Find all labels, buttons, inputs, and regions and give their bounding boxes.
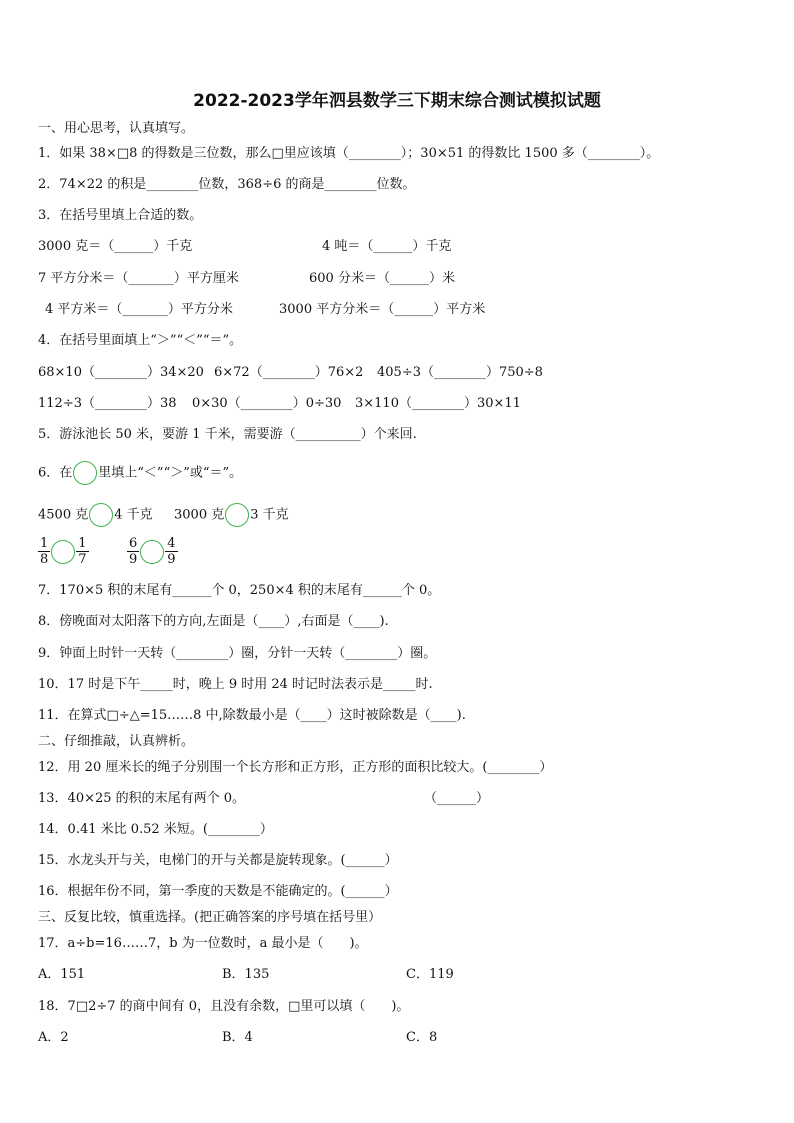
q4-item-2a: 112÷3（________）38 bbox=[38, 396, 177, 411]
question-13: 13．40×25 的积的末尾有两个 0。 bbox=[38, 791, 246, 806]
section-3-heading: 三、反复比较，慎重选择。(把正确答案的序号填在括号里） bbox=[38, 910, 382, 925]
question-18: 18．7□2÷7 的商中间有 0，且没有余数，□里可以填（ )。 bbox=[38, 999, 410, 1014]
q3-item-3a: 4 平方米＝（_______）平方分米 bbox=[45, 302, 233, 317]
compare-circle[interactable] bbox=[51, 540, 75, 564]
question-5: 5．游泳池长 50 米，要游 1 千米，需要游（__________）个来回. bbox=[38, 427, 417, 442]
compare-circle[interactable] bbox=[225, 503, 249, 527]
question-10: 10．17 时是下午_____时，晚上 9 时用 24 时记时法表示是_____时. bbox=[38, 677, 433, 692]
question-9: 9．钟面上时针一天转（________）圈，分针一天转（________）圈。 bbox=[38, 646, 437, 661]
page-title: 2022-2023学年泗县数学三下期末综合测试模拟试题 bbox=[193, 91, 601, 111]
q6-fraction-compare-2 bbox=[127, 536, 178, 567]
section-1-heading: 一、用心思考，认真填写。 bbox=[38, 121, 195, 136]
fraction: 6 9 bbox=[129, 536, 138, 567]
question-17: 17．a÷b=16……7，b 为一位数时，a 最小是（ )。 bbox=[38, 936, 368, 951]
q17-option-a: A．151 bbox=[38, 967, 86, 982]
compare-circle[interactable] bbox=[73, 461, 97, 485]
q6-item-2 bbox=[174, 503, 289, 527]
q4-item-1b: 6×72（________）76×2 bbox=[214, 365, 364, 380]
question-11: 11．在算式□÷△=15……8 中,除数最小是（____）这时被除数是（____). bbox=[38, 708, 466, 723]
question-4: 4．在括号里面填上“＞”“＜”“＝”。 bbox=[38, 333, 243, 348]
question-14: 14．0.41 米比 0.52 米短。(________） bbox=[38, 822, 273, 837]
question-12: 12．用 20 厘米长的绳子分别围一个长方形和正方形，正方形的面积比较大。(________） bbox=[38, 760, 553, 775]
question-1: 1．如果 38×□8 的得数是三位数，那么□里应该填（________）；30×51 的得数比 1500 多（________）。 bbox=[38, 146, 660, 161]
q18-option-c: C．8 bbox=[406, 1030, 438, 1045]
q6-item-1 bbox=[38, 503, 153, 527]
q6-item-1-right: 4 千克 bbox=[114, 507, 153, 523]
q17-option-c: C．119 bbox=[406, 967, 454, 982]
q3-item-1b: 4 吨＝（______）千克 bbox=[322, 239, 452, 254]
q6-item-2-left: 3000 克 bbox=[174, 507, 225, 523]
section-2-heading: 二、仔细推敲，认真辨析。 bbox=[38, 734, 195, 749]
q3-item-2a: 7 平方分米＝（_______）平方厘米 bbox=[38, 271, 239, 286]
q6-item-1-left: 4500 克 bbox=[38, 507, 89, 523]
compare-circle[interactable] bbox=[140, 540, 164, 564]
question-8: 8．傍晚面对太阳落下的方向,左面是（____）,右面是（____). bbox=[38, 614, 389, 629]
q6-item-2-right: 3 千克 bbox=[250, 507, 289, 523]
q4-item-1a: 68×10（________）34×20 bbox=[38, 365, 204, 380]
question-2: 2．74×22 的积是________位数，368÷6 的商是________位数。 bbox=[38, 177, 416, 192]
q6-suffix: 里填上“＜”“＞”或“＝”。 bbox=[98, 465, 243, 481]
q3-item-1a: 3000 克＝（______）千克 bbox=[38, 239, 193, 254]
q17-option-b: B．135 bbox=[222, 967, 270, 982]
question-3: 3．在括号里填上合适的数。 bbox=[38, 208, 203, 223]
q18-option-b: B．4 bbox=[222, 1030, 253, 1045]
fraction: 1 7 bbox=[78, 536, 87, 567]
fraction: 4 9 bbox=[167, 536, 176, 567]
compare-circle[interactable] bbox=[89, 503, 113, 527]
fraction: 1 8 bbox=[40, 536, 49, 567]
q3-item-3b: 3000 平方分米＝（______）平方米 bbox=[279, 302, 486, 317]
q4-item-2c: 3×110（________）30×11 bbox=[355, 396, 521, 411]
q6-fraction-compare-1 bbox=[38, 536, 89, 567]
question-16: 16．根据年份不同，第一季度的天数是不能确定的。(______） bbox=[38, 884, 398, 899]
q3-item-2b: 600 分米＝（______）米 bbox=[309, 271, 455, 286]
q4-item-1c: 405÷3（________）750÷8 bbox=[377, 365, 543, 380]
question-7: 7．170×5 积的末尾有______个 0，250×4 积的末尾有______个 0。 bbox=[38, 583, 441, 598]
q4-item-2b: 0×30（________）0÷30 bbox=[192, 396, 342, 411]
q18-option-a: A．2 bbox=[38, 1030, 69, 1045]
question-6 bbox=[38, 461, 242, 485]
q6-prefix: 6．在 bbox=[38, 465, 73, 481]
question-15: 15．水龙头开与关，电梯门的开与关都是旋转现象。(______） bbox=[38, 853, 398, 868]
q13-answer-paren: （______） bbox=[424, 791, 490, 806]
